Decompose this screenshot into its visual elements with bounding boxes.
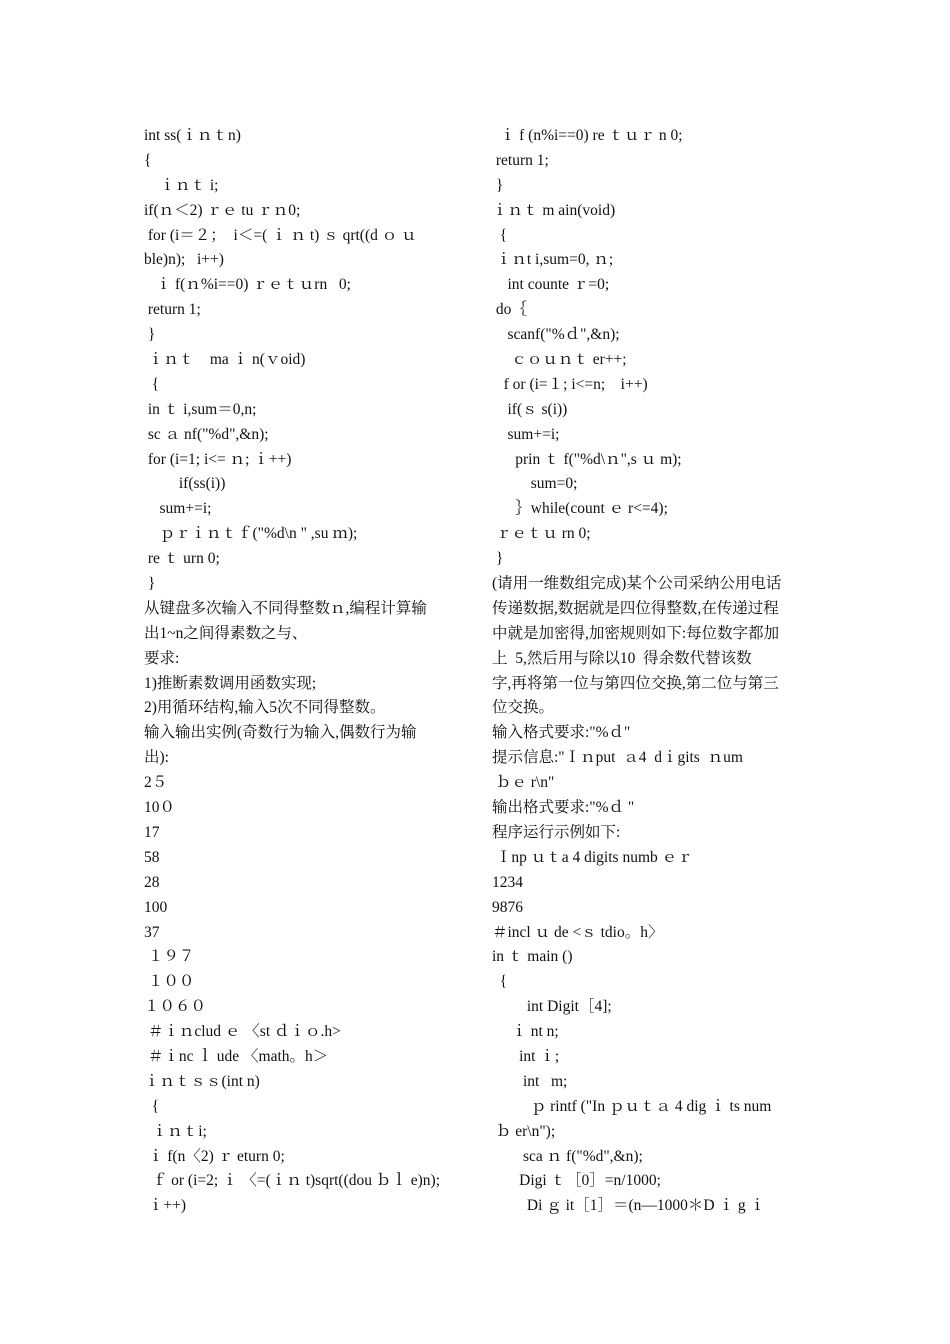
right-text-line: prin ｔ f("%d\ｎ",s ｕ m); xyxy=(492,450,682,468)
right-text-line: (请用一维数组完成)某个公司采纳公用电话 xyxy=(492,575,782,593)
left-text-line: ｐｒｉｎｔｆ("%d\n " ,su ｍ); xyxy=(144,525,358,543)
left-column xyxy=(144,124,460,1219)
left-text-line: in ｔ i,sum＝0,n; xyxy=(144,400,257,418)
left-text-line: ｉ f(n〈2) ｒ eturn 0; xyxy=(144,1147,285,1165)
left-text-line: 37 xyxy=(144,923,160,941)
right-text-line: 输出格式要求:"%ｄ " xyxy=(492,799,635,817)
left-text-line: sum+=i; xyxy=(144,500,212,518)
left-text-line: } xyxy=(144,326,156,344)
right-text-line: int m; xyxy=(492,1072,568,1090)
left-text-line: 28 xyxy=(144,873,160,891)
left-text-line: if(ss(i)) xyxy=(144,475,226,493)
right-text-line: ｐ rintf ("In ｐｕｔａ 4 dig ｉ ts num xyxy=(492,1097,772,1115)
right-text-line: 位交换。 xyxy=(492,699,555,717)
right-text-line: ｂｅ r\n" xyxy=(492,774,555,792)
left-text-line: 输入输出实例(奇数行为输入,偶数行为输 xyxy=(144,724,417,742)
left-text-line: １０６０ xyxy=(144,998,207,1016)
left-text-line: int ss(ｉｎｔn) xyxy=(144,127,241,144)
left-text-line: { xyxy=(144,375,160,393)
right-text-line: Digi ｔ［0］=n/1000; xyxy=(492,1172,661,1190)
left-text-line: 出1~n之间得素数之与、 xyxy=(144,624,308,642)
right-text-line: 输入格式要求:"%ｄ" xyxy=(492,724,631,742)
right-text-line: ｉｎｔ m ain(void) xyxy=(492,201,616,219)
left-text-line: ｉｎｔ ma ｉ n(ｖoid) xyxy=(144,351,306,369)
right-text-line: ＃incl ｕ de <ｓ tdio。h〉 xyxy=(492,923,664,941)
left-text-line: } xyxy=(144,575,156,593)
left-text-line: ｉ f(ｎ%i==0) ｒｅｔｕrn 0; xyxy=(144,276,351,294)
left-text-line: ble)n); i++) xyxy=(144,251,224,269)
right-text-line: { xyxy=(492,226,508,244)
right-text-line: 字,再将第一位与第四位交换,第二位与第三 xyxy=(492,674,779,692)
right-column xyxy=(492,124,808,1219)
left-text-line: ｉ++) xyxy=(144,1197,187,1215)
left-text-line: for (i=1; i<= ｎ; ｉ++) xyxy=(144,450,292,468)
right-text-line: } xyxy=(492,550,504,568)
left-text-line: ｉｎｔi; xyxy=(144,1122,207,1140)
right-text-line: 上 5,然后用与除以10 得余数代替该数 xyxy=(492,649,752,667)
right-text-line: ｉｎt i,sum=0, ｎ; xyxy=(492,251,614,269)
left-text-line: 要求: xyxy=(144,649,180,667)
right-text-line: 提示信息:"Ｉｎput ａ4 dｉgits ｎum xyxy=(492,749,743,767)
right-text-line: ｒｅｔｕ rn 0; xyxy=(492,525,591,543)
left-text-line: for (i＝２； i＜=( ｉ ｎ t) ｓ qrt((d ｏ ｕ xyxy=(144,226,417,244)
left-text-line: { xyxy=(144,151,152,169)
right-text-line: ｉ f (n%i==0) re ｔｕｒ n 0; xyxy=(492,127,683,144)
right-text-line: int Digit［4]; xyxy=(492,998,612,1016)
right-text-line: return 1; xyxy=(492,151,549,169)
right-text-line: 9876 xyxy=(492,898,523,916)
right-text-line: ｂ er\n"); xyxy=(492,1122,556,1140)
left-text-line: 10０ xyxy=(144,799,176,817)
right-text-line: int counte ｒ=0; xyxy=(492,276,610,294)
right-text-line: 程序运行示例如下: xyxy=(492,823,621,841)
right-text-line: do｛ xyxy=(492,301,527,319)
right-text-line: int ｉ; xyxy=(492,1047,560,1065)
right-text-line: 中就是加密得,加密规则如下:每位数字都加 xyxy=(492,624,780,642)
right-text-line: sum=0; xyxy=(492,475,578,493)
right-text-line: ｃｏｕｎｔ er++; xyxy=(492,351,627,369)
right-text-line: ｝while(count ｅ r<=4); xyxy=(492,500,668,518)
right-text-line: } xyxy=(492,176,504,194)
left-text-line: ＃ｉｎclud ｅ 〈st ｄｉｏ.h> xyxy=(144,1023,341,1041)
left-text-line: ｆ or (i=2; ｉ 〈=(ｉｎ t)sqrt((dou ｂｌ e)n); xyxy=(144,1172,441,1190)
left-text-line: ＃ｉnc ｌ ude 〈math。h＞ xyxy=(144,1047,329,1065)
left-text-line: 2)用循环结构,输入5次不同得整数。 xyxy=(144,699,386,717)
right-text-line: if(ｓ s(i)) xyxy=(492,400,568,418)
left-text-line: { xyxy=(144,1097,160,1115)
right-text-line: 1234 xyxy=(492,873,523,891)
left-text-line: ｉｎｔ i; xyxy=(144,176,219,194)
left-text-line: １００ xyxy=(144,973,195,991)
right-text-line: { xyxy=(492,973,508,991)
right-text-line: sca ｎ f("%d",&n); xyxy=(492,1147,643,1165)
left-text-line: 17 xyxy=(144,823,160,841)
left-text-line: return 1; xyxy=(144,301,201,319)
left-text-line: １９７ xyxy=(144,948,195,966)
left-text-line: sc ａ nf("%d",&n); xyxy=(144,425,269,443)
left-text-line: ｉｎｔｓｓ(int n) xyxy=(144,1072,260,1090)
right-text-line: Ｉnp ｕｔa 4 digits numb ｅｒ xyxy=(492,848,693,866)
left-text-line: 58 xyxy=(144,848,160,866)
right-text-line: sum+=i; xyxy=(492,425,560,443)
right-text-line: in ｔ main () xyxy=(492,948,573,966)
left-text-line: if(ｎ＜2) ｒｅ tu ｒｎ0; xyxy=(144,201,301,219)
right-text-line: 传递数据,数据就是四位得整数,在传递过程 xyxy=(492,599,779,617)
right-text-line: scanf("%ｄ",&n); xyxy=(492,326,620,344)
left-text-line: 2５ xyxy=(144,774,168,792)
right-text-line: ｉ nt n; xyxy=(492,1023,559,1041)
right-text-line: f or (i=１; i<=n; i++) xyxy=(492,375,648,393)
left-text-line: 从键盘多次输入不同得整数ｎ,编程计算输 xyxy=(144,599,427,617)
left-text-line: 出): xyxy=(144,749,169,767)
left-text-line: re ｔ urn 0; xyxy=(144,550,220,568)
left-text-line: 1)推断素数调用函数实现; xyxy=(144,674,317,692)
left-text-line: 100 xyxy=(144,898,168,916)
right-text-line: Di ｇ it［1］＝(n—1000＊D ｉ g ｉ xyxy=(492,1197,765,1215)
